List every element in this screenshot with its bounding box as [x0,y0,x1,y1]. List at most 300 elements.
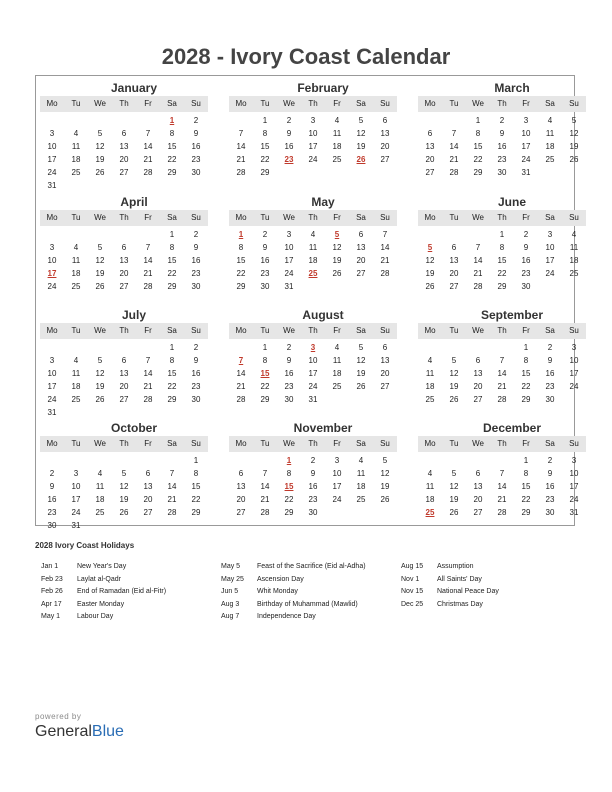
empty-cell [40,228,64,241]
empty-cell [229,454,253,467]
brand-logo [35,723,124,741]
weekday-label: Sa [167,99,177,108]
day-cell: 28 [497,508,507,517]
day-cell: 25 [71,282,81,291]
day-cell: 11 [71,256,81,265]
day-cell: 7 [475,243,481,252]
day-cell: 10 [569,356,579,365]
day-cell: 27 [119,395,129,404]
day-cell: 13 [236,482,246,491]
day-cell: 29 [191,508,201,517]
empty-cell [418,114,442,127]
day-cell: 1 [475,116,481,125]
holiday-day-cell: 25 [425,508,435,517]
weekday-header [418,323,586,339]
day-cell: 4 [73,129,79,138]
day-cell: 4 [571,230,577,239]
holiday-column [41,561,166,624]
day-cell: 9 [310,469,316,478]
month-may [229,195,397,293]
weekday-label: Tu [449,99,459,108]
day-cell: 7 [145,243,151,252]
weekday-label: Sa [545,99,555,108]
holiday-day-cell: 15 [284,482,294,491]
month-july [40,308,208,419]
holiday-date: Jun 5 [221,588,239,595]
empty-cell [418,454,442,467]
month-name: December [482,421,542,435]
weekday-header [229,210,397,226]
day-cell: 31 [569,508,579,517]
weekday-label: Fr [144,213,152,222]
empty-cell [64,114,88,127]
day-cell: 7 [145,129,151,138]
day-cell: 10 [284,243,294,252]
holiday-name: National Peace Day [437,588,499,595]
day-cell: 13 [425,142,435,151]
day-cell: 10 [47,142,57,151]
day-cell: 20 [143,495,153,504]
weekday-label: Su [380,439,390,448]
day-cell: 9 [547,469,553,478]
day-cell: 5 [97,243,103,252]
weekday-label: We [94,326,106,335]
day-cell: 19 [425,269,435,278]
holiday-date: May 5 [221,563,241,570]
day-cell: 17 [521,142,531,151]
day-cell: 5 [571,116,577,125]
day-cell: 7 [382,230,388,239]
weekday-label: Mo [46,99,58,108]
day-cell: 26 [380,495,390,504]
weekday-label: Mo [46,326,58,335]
day-cell: 22 [260,155,270,164]
day-cell: 24 [71,508,81,517]
day-cell: 4 [310,230,316,239]
day-cell: 3 [571,343,577,352]
day-cell: 8 [169,243,175,252]
day-cell: 13 [380,129,390,138]
day-cell: 20 [473,495,483,504]
day-cell: 30 [545,508,555,517]
weekday-label: Sa [356,439,366,448]
day-cell: 23 [47,508,57,517]
day-cell: 5 [121,469,127,478]
weekday-label: Mo [424,213,436,222]
day-cell: 27 [119,282,129,291]
day-cell: 23 [260,269,270,278]
weekday-label: Sa [545,213,555,222]
holiday-name: Easter Monday [77,600,125,608]
day-cell: 29 [236,282,246,291]
day-cell: 26 [569,155,579,164]
day-cell: 17 [308,369,318,378]
day-cell: 18 [425,495,435,504]
day-cell: 16 [47,495,57,504]
day-cell: 13 [119,142,129,151]
day-cell: 18 [332,142,342,151]
day-cell: 1 [262,343,268,352]
weekday-label: Su [191,99,201,108]
day-cell: 9 [49,482,55,491]
holiday-row [41,574,166,587]
day-cell: 22 [497,269,507,278]
day-cell: 28 [167,508,177,517]
empty-cell [160,454,184,467]
day-cell: 20 [449,269,459,278]
day-cell: 10 [308,129,318,138]
day-cell: 28 [473,282,483,291]
empty-cell [466,341,490,354]
day-cell: 8 [169,356,175,365]
day-cell: 8 [262,356,268,365]
day-grid [229,341,397,406]
month-name: September [480,308,544,322]
day-cell: 14 [143,369,153,378]
day-cell: 21 [167,495,177,504]
day-cell: 20 [236,495,246,504]
day-cell: 28 [497,395,507,404]
day-cell: 3 [571,456,577,465]
day-cell: 29 [167,395,177,404]
day-cell: 27 [119,168,129,177]
weekday-label: Sa [545,439,555,448]
day-cell: 19 [449,382,459,391]
day-cell: 7 [169,469,175,478]
empty-cell [442,454,466,467]
day-cell: 24 [308,382,318,391]
day-cell: 27 [449,282,459,291]
month-march [418,81,586,179]
empty-cell [112,454,136,467]
weekday-label: Tu [71,99,81,108]
calendar-title: 2028 - Ivory Coast Calendar [161,44,451,69]
holiday-date: Apr 17 [41,600,62,608]
day-cell: 9 [523,243,529,252]
day-cell: 19 [95,269,105,278]
day-cell: 19 [356,369,366,378]
weekday-label: Th [119,326,129,335]
month-september [418,308,586,406]
weekday-label: Su [569,213,579,222]
logo-general: General [35,723,92,740]
day-cell: 24 [332,495,342,504]
month-april [40,195,208,293]
calendar-grid [35,75,579,530]
day-cell: 26 [95,395,105,404]
empty-cell [442,114,466,127]
day-cell: 6 [475,356,481,365]
holiday-name: End of Ramadan (Eid al-Fitr) [77,588,167,595]
day-cell: 9 [286,356,292,365]
empty-cell [466,228,490,241]
day-cell: 10 [332,469,342,478]
weekday-label: We [283,326,295,335]
month-name: June [497,195,526,209]
weekday-label: Tu [449,213,459,222]
day-cell: 23 [308,495,318,504]
month-february [229,81,397,179]
day-cell: 6 [238,469,244,478]
holiday-date: Aug 7 [221,613,240,620]
day-cell: 30 [191,282,201,291]
weekday-label: Tu [260,213,270,222]
day-cell: 7 [145,356,151,365]
empty-cell [490,341,514,354]
weekday-label: Fr [144,99,152,108]
empty-cell [112,341,136,354]
day-cell: 28 [380,269,390,278]
day-cell: 5 [451,469,457,478]
day-cell: 15 [521,369,531,378]
holiday-day-cell: 1 [238,230,244,239]
day-cell: 22 [473,155,483,164]
day-cell: 26 [425,282,435,291]
day-cell: 8 [193,469,199,478]
day-cell: 9 [286,129,292,138]
day-cell: 14 [449,142,459,151]
day-cell: 12 [569,129,579,138]
weekday-label: Sa [356,326,366,335]
day-cell: 8 [499,243,505,252]
day-cell: 13 [143,482,153,491]
day-grid [418,454,586,519]
day-cell: 15 [167,369,177,378]
day-cell: 18 [71,269,81,278]
weekday-label: Fr [522,326,530,335]
day-grid [418,114,586,179]
weekday-label: Th [308,326,318,335]
holiday-date: Jan 1 [41,563,59,570]
day-cell: 11 [308,243,318,252]
day-cell: 23 [545,382,555,391]
day-cell: 26 [95,282,105,291]
day-cell: 31 [47,181,57,190]
weekday-header [40,96,208,112]
day-cell: 28 [143,395,153,404]
day-cell: 8 [238,243,244,252]
day-cell: 14 [380,243,390,252]
empty-cell [88,114,112,127]
day-cell: 17 [47,382,57,391]
day-cell: 13 [449,256,459,265]
day-grid [40,454,208,532]
weekday-label: Su [569,439,579,448]
day-cell: 29 [521,395,531,404]
weekday-header [418,436,586,452]
day-cell: 1 [193,456,199,465]
holiday-row [221,586,366,599]
day-cell: 6 [451,243,457,252]
empty-cell [442,341,466,354]
day-cell: 17 [545,256,555,265]
day-cell: 7 [262,469,268,478]
holiday-day-cell: 26 [356,155,366,164]
day-cell: 17 [71,495,81,504]
day-cell: 1 [169,230,175,239]
holiday-day-cell: 5 [427,243,433,252]
weekday-label: Fr [333,213,341,222]
holiday-date: Feb 23 [41,575,63,583]
day-cell: 29 [167,282,177,291]
day-cell: 22 [521,382,531,391]
holiday-name: Birthday of Muhammad (Mawlid) [257,600,358,608]
holiday-name: Whit Monday [257,588,298,595]
day-cell: 12 [119,482,129,491]
weekday-label: Fr [333,99,341,108]
weekday-label: Th [497,326,507,335]
day-cell: 22 [521,495,531,504]
day-cell: 18 [95,495,105,504]
day-cell: 22 [167,382,177,391]
day-cell: 21 [473,269,483,278]
day-cell: 25 [356,495,366,504]
day-cell: 16 [308,482,318,491]
day-cell: 28 [143,168,153,177]
day-cell: 23 [191,269,201,278]
day-cell: 16 [191,142,201,151]
month-name: May [311,195,335,209]
day-cell: 13 [119,369,129,378]
day-cell: 11 [569,243,579,252]
day-cell: 2 [286,343,292,352]
day-cell: 20 [380,369,390,378]
day-cell: 2 [49,469,55,478]
day-cell: 13 [119,256,129,265]
day-cell: 6 [145,469,151,478]
holiday-date: May 1 [41,613,61,620]
day-cell: 22 [191,495,201,504]
day-cell: 13 [356,243,366,252]
day-cell: 22 [284,495,294,504]
weekday-label: We [283,213,295,222]
day-cell: 12 [449,369,459,378]
holiday-name: Labour Day [77,613,114,620]
day-grid [229,454,397,519]
day-cell: 27 [473,395,483,404]
weekday-label: Mo [424,439,436,448]
day-cell: 1 [169,343,175,352]
day-cell: 30 [260,282,270,291]
holiday-date: Nov 1 [401,575,420,583]
holiday-date: Aug 3 [221,600,240,608]
weekday-label: We [283,439,295,448]
day-cell: 15 [260,142,270,151]
day-cell: 11 [95,482,105,491]
day-cell: 27 [425,168,435,177]
day-cell: 20 [356,256,366,265]
day-cell: 11 [332,356,342,365]
day-cell: 28 [143,282,153,291]
day-cell: 12 [356,356,366,365]
day-cell: 1 [499,230,505,239]
weekday-label: We [283,99,295,108]
day-cell: 22 [167,269,177,278]
day-cell: 30 [308,508,318,517]
day-cell: 6 [121,243,127,252]
day-cell: 11 [332,129,342,138]
day-cell: 19 [569,142,579,151]
empty-cell [418,228,442,241]
day-cell: 20 [119,382,129,391]
empty-cell [112,228,136,241]
day-cell: 18 [569,256,579,265]
day-cell: 8 [262,129,268,138]
day-cell: 12 [95,369,105,378]
day-cell: 2 [286,116,292,125]
day-cell: 14 [167,482,177,491]
day-cell: 25 [545,155,555,164]
month-name: July [121,308,146,322]
holidays-heading: 2028 Ivory Coast Holidays [35,541,135,550]
day-cell: 24 [545,269,555,278]
holiday-date: Dec 25 [401,600,424,608]
day-cell: 2 [547,343,553,352]
day-cell: 2 [193,230,199,239]
day-cell: 9 [547,356,553,365]
day-cell: 31 [47,408,57,417]
day-cell: 21 [497,495,507,504]
weekday-label: Sa [167,326,177,335]
day-cell: 6 [358,230,364,239]
day-cell: 14 [473,256,483,265]
weekday-label: Su [569,326,579,335]
day-cell: 3 [73,469,79,478]
holiday-name: Ascension Day [257,575,304,583]
day-cell: 9 [193,243,199,252]
day-cell: 23 [545,495,555,504]
day-cell: 5 [358,343,364,352]
day-cell: 24 [569,495,579,504]
day-cell: 4 [427,356,433,365]
day-cell: 24 [47,282,57,291]
day-cell: 4 [334,116,340,125]
day-cell: 30 [191,395,201,404]
month-name: January [110,81,158,95]
holiday-row [401,574,499,587]
weekday-label: Tu [260,439,270,448]
day-cell: 3 [49,356,55,365]
day-cell: 2 [499,116,505,125]
weekday-label: We [472,99,484,108]
weekday-label: We [472,439,484,448]
day-cell: 16 [497,142,507,151]
day-cell: 4 [334,343,340,352]
day-cell: 27 [380,382,390,391]
day-cell: 25 [332,155,342,164]
day-cell: 18 [425,382,435,391]
weekday-label: Tu [449,439,459,448]
empty-cell [229,114,253,127]
day-cell: 25 [332,382,342,391]
empty-cell [418,341,442,354]
day-cell: 26 [119,508,129,517]
day-grid [40,341,208,419]
holiday-name: Feast of the Sacrifice (Eid al-Adha) [257,563,366,570]
brand-footer [35,712,124,741]
day-cell: 31 [71,521,81,530]
day-cell: 13 [380,356,390,365]
day-cell: 10 [71,482,81,491]
empty-cell [40,341,64,354]
weekday-header [40,323,208,339]
holiday-day-cell: 1 [169,116,175,125]
day-cell: 23 [521,269,531,278]
day-cell: 2 [310,456,316,465]
day-cell: 6 [121,129,127,138]
weekday-label: Su [569,99,579,108]
day-cell: 28 [236,168,246,177]
